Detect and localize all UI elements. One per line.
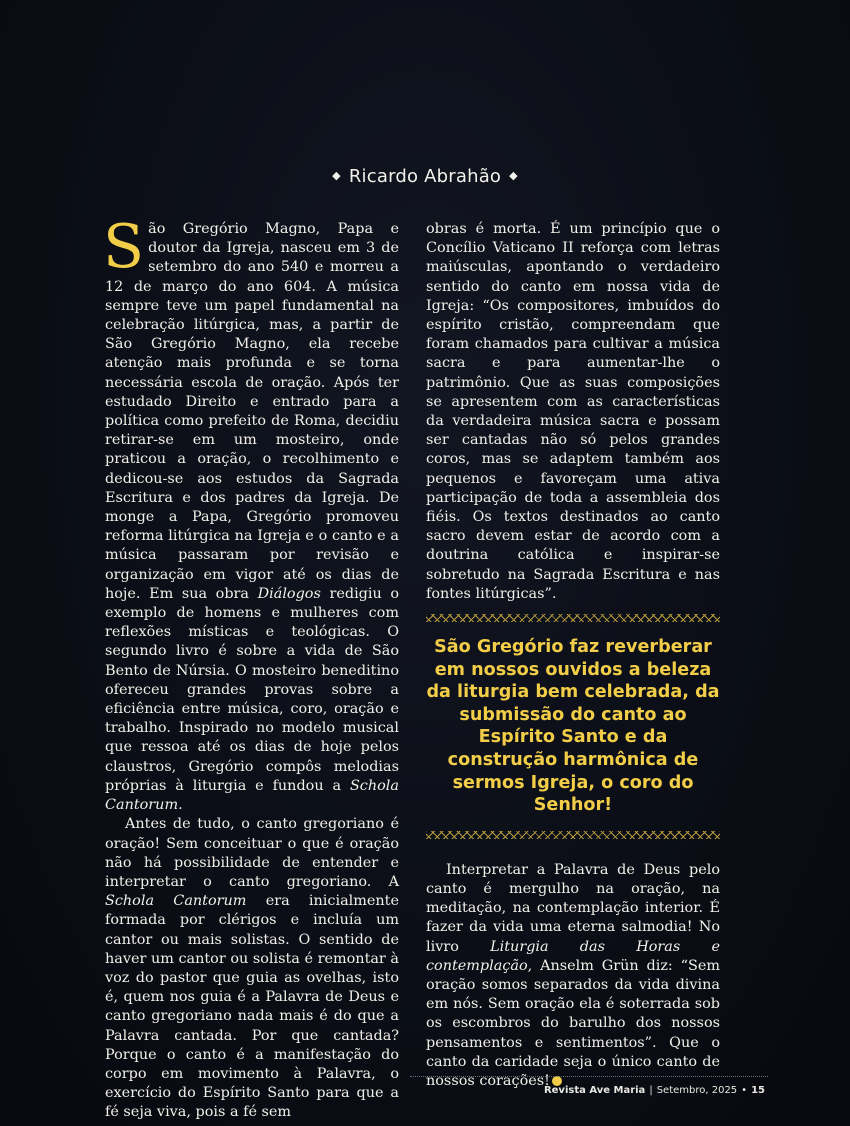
- paragraph: [426, 861, 720, 1091]
- paragraph-text: , Anselm Grün diz: “Sem oração somos separados da vida divina em nós. Sem oração ela é soterrada sob os escombros do barulho dos nossos pensamentos e sentimentos”. Que o canto da caridade seja o único canto de nossos corações!: [426, 957, 720, 1090]
- page-number: 15: [751, 1085, 765, 1096]
- paragraph-text: redigiu o exemplo de homens e mulheres com reflexões místicas e teológicas. O segundo livro é sobre a vida de São Bento de Núrsia. O mosteiro beneditino ofereceu grandes provas sobre a eficiência entre música, coro, oração e trabalho. Inspirado no modelo musical que ressoa até os dias de hoje pelos claustros, Gregório compôs melodias próprias à liturgia e fundou a: [105, 585, 400, 794]
- paragraph-text: Interpretar a Palavra de Deus pelo canto é mergulho na oração, na meditação, na contemplação interior. É fazer da vida uma eterna salmodia! No livro: [426, 861, 720, 955]
- author-name: Ricardo Abrahão: [348, 166, 502, 187]
- diamond-icon: ◆: [509, 169, 518, 182]
- paragraph: [105, 815, 399, 1122]
- ornamental-divider: [426, 614, 720, 622]
- author-byline: [0, 166, 850, 187]
- book-title: Diálogos: [257, 585, 321, 602]
- book-title: Schola Cantorum: [105, 893, 247, 910]
- article-column-left: [103, 212, 400, 1123]
- bullet: •: [741, 1085, 748, 1096]
- footer-rule: [410, 1076, 768, 1077]
- issue-date: Setembro, 2025: [656, 1085, 738, 1096]
- book-title: Schola Cantorum.: [105, 777, 399, 814]
- magazine-name: Revista Ave Maria: [543, 1085, 646, 1096]
- ornamental-divider: [426, 831, 720, 839]
- separator: |: [649, 1085, 653, 1096]
- paragraph-text: Antes de tudo, o canto gregoriano é oração! Sem conceituar o que é oração não há possibilidade de entender e interpretar o canto gregoriano. A: [105, 816, 399, 890]
- paragraph: obras é morta. É um princípio que o Concílio Vaticano II reforça com letras maiúsculas, apontando o verdadeiro sentido do canto em nossa vida de Igreja: “Os compositores, imbuídos do espírito cristão, compreendam que foram chamados para cultivar a música sacra e para aumentar-lhe o patrimônio. Que as suas composições se apresentem com as características da verdadeira música sacra e possam ser cantadas não só pelos grandes coros, mas se adaptem também aos pequenos e favoreçam uma ativa participação de toda a assembleia dos fiéis. Os textos destinados ao canto sacro devem estar de acordo com a doutrina católica e inspirar-se sobretudo na Sagrada Escritura e nas fontes litúrgicas”.: [426, 221, 720, 602]
- paragraph: [103, 212, 400, 815]
- paragraph-text: ão Gregório Magno, Papa e doutor da Igreja, nasceu em 3 de setembro do ano 540 e morreu a 12 de março do ano 604. A música sempre teve um papel fundamental na celebração litúrgica, mas, a partir de São Gregório Magno, ela recebe atenção mais profunda e se torna necessária escola de oração. Após ter estudado Direito e entrado para a política como prefeito de Roma, decidiu retirar-se em um mosteiro, onde praticou a oração, o recolhimento e dedicou-se aos estudos da Sagrada Escritura e dos padres da Igreja. De monge a Papa, Gregório promoveu reforma litúrgica na Igreja e o canto e a música passaram por revisão e organização em vigor até os dias de hoje. Em sua obra: [105, 221, 399, 602]
- page-footer: [544, 1085, 765, 1096]
- diamond-icon: ◆: [332, 169, 341, 182]
- paragraph-text: era inicialmente formada por clérigos e incluía um cantor ou mais solistas. O sentido de haver um cantor ou solista é remontar à voz do pastor que guia as ovelhas, isto é, quem nos guia é a Palavra de Deus e canto gregoriano nada mais é do que a Palavra cantada. Por que cantada? Porque o canto é a manifestação do corpo em movimento à Palavra, o exercício do Espírito Santo para que a fé seja viva, pois a fé sem: [105, 893, 399, 1121]
- article-column-right: [426, 220, 720, 1091]
- drop-cap: S: [103, 212, 145, 282]
- pull-quote: São Gregório faz reverberar em nossos ouvidos a beleza da liturgia bem celebrada, da submissão do canto ao Espírito Santo e da construção harmônica de sermos Igreja, o coro do Senhor!: [426, 637, 720, 816]
- book-title: Liturgia das Horas e contemplação: [426, 938, 720, 974]
